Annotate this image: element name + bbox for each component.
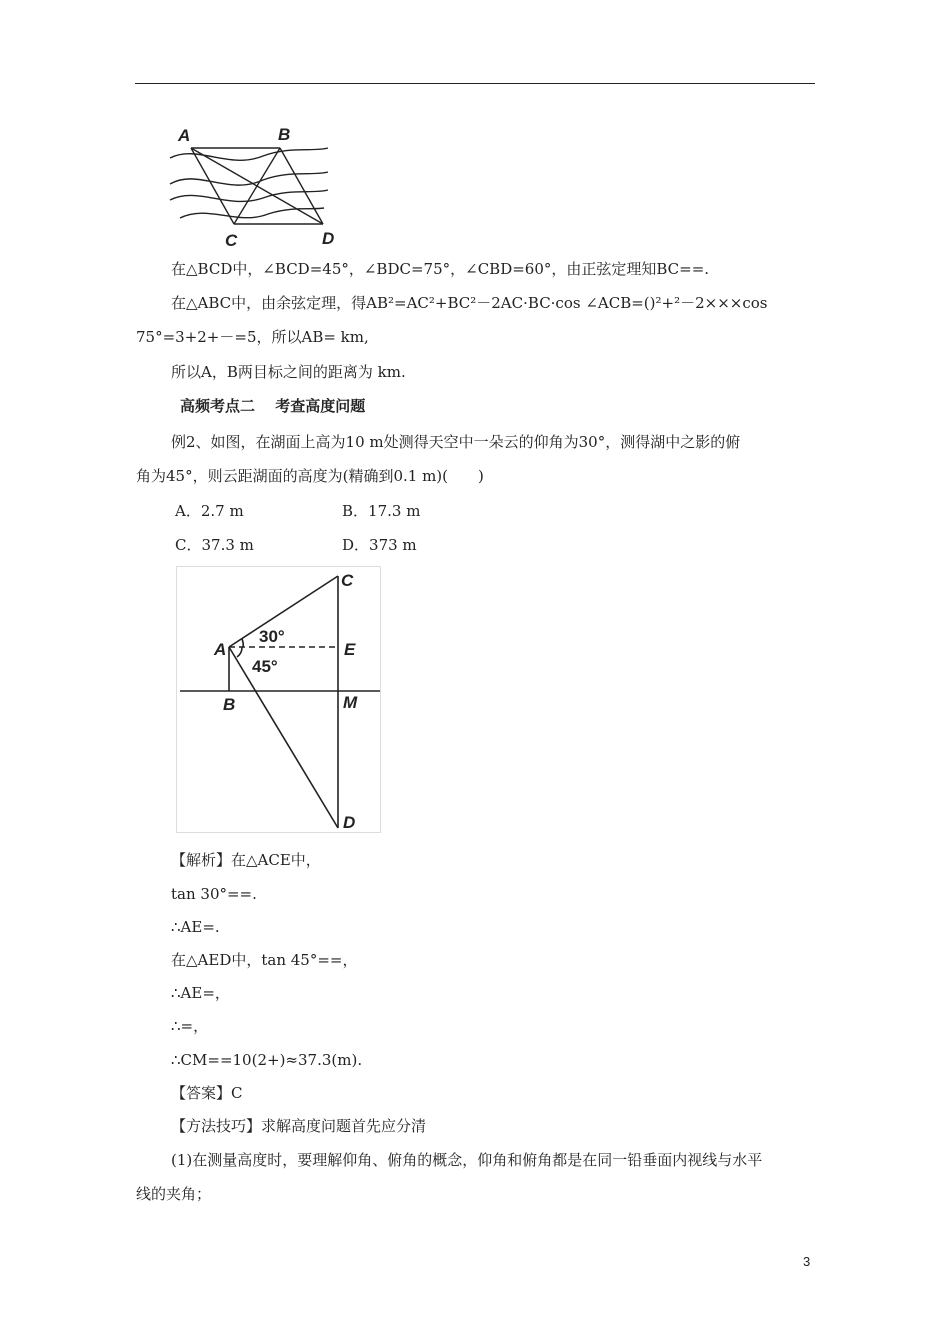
solution-line: 【解析】在△ACE中，: [171, 851, 321, 869]
header-rule: [135, 83, 815, 84]
figure-cloud-height: [176, 566, 382, 834]
solution-line: ∴CM==10(2+)≈37.3(m).: [171, 1051, 363, 1069]
solution-line: ∴=，: [171, 1017, 209, 1035]
label-e: E: [344, 640, 356, 659]
text-p2: 在△ABC中，由余弦定理，得AB²=AC²+BC²－2AC·BC·cos ∠ACB=()²+²－2×××cos: [171, 294, 768, 312]
solution-line: tan 30°==.: [171, 885, 257, 903]
text-p1: 在△BCD中，∠BCD=45°，∠BDC=75°，∠CBD=60°，由正弦定理知BC==.: [171, 260, 710, 278]
label-b: B: [223, 695, 236, 714]
label-b: B: [278, 125, 291, 144]
answer-line: 【答案】C: [171, 1084, 243, 1102]
river-line: [180, 208, 324, 218]
figure-cloud-height-svg: [176, 566, 382, 834]
text-p3: 75°=3+2+－=5，所以AB= km,: [136, 328, 369, 346]
page-number: 3: [803, 1254, 811, 1269]
label-a: A: [214, 640, 227, 659]
solution-line: ∴AE=.: [171, 918, 220, 936]
label-a: A: [178, 126, 191, 145]
figure-rivers-svg: [168, 122, 340, 250]
label-d: D: [343, 813, 356, 832]
text-example-1: 例2、如图，在湖面上高为10 m处测得天空中一朵云的仰角为30°，测得湖中之影的俯: [171, 433, 741, 451]
method-text-1: (1)在测量高度时，要理解仰角、俯角的概念，仰角和俯角都是在同一铅垂面内视线与水平: [171, 1151, 763, 1169]
method-heading: 【方法技巧】求解高度问题首先应分清: [171, 1117, 427, 1135]
method-text-2: 线的夹角；: [136, 1185, 212, 1203]
segment-bd: [280, 148, 323, 224]
label-d: D: [322, 229, 335, 248]
text-example-2: 角为45°，则云距湖面的高度为(精确到0.1 m)( ): [136, 467, 484, 485]
option-b: B．17.3 m: [342, 502, 421, 520]
label-c: C: [341, 571, 354, 590]
label-c: C: [225, 231, 238, 250]
text-p4: 所以A，B两目标之间的距离为 km.: [171, 363, 406, 381]
figure-rivers: [168, 122, 340, 250]
angle-label-30: 30°: [259, 627, 285, 646]
river-line: [170, 172, 328, 185]
angle-label-45: 45°: [252, 657, 278, 676]
label-m: M: [343, 693, 358, 712]
option-c: C．37.3 m: [175, 536, 254, 554]
option-d: D．373 m: [342, 536, 417, 554]
option-a: A．2.7 m: [175, 502, 244, 520]
solution-line: ∴AE=，: [171, 984, 230, 1002]
solution-line: 在△AED中，tan 45°==，: [171, 951, 358, 969]
section-heading: 高频考点二 考查高度问题: [180, 397, 366, 415]
